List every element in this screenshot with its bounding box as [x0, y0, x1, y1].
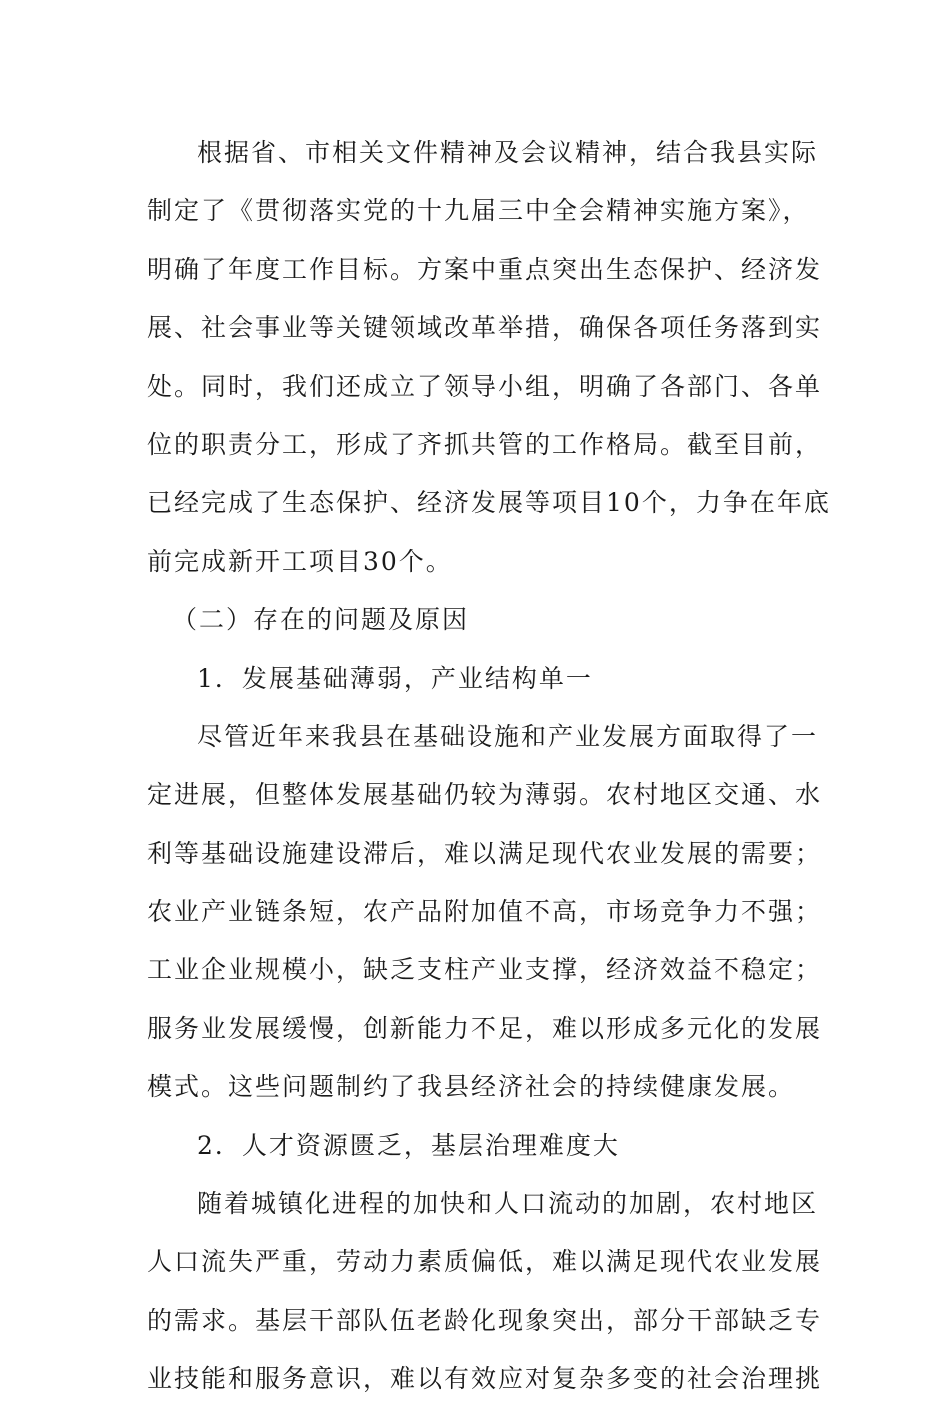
- paragraph-line: 前完成新开工项目30个。: [147, 546, 453, 576]
- paragraph-line: 已经完成了生态保护、经济发展等项目10个，力争在年底: [147, 488, 831, 518]
- paragraph-line: 根据省、市相关文件精神及会议精神，结合我县实际: [197, 138, 819, 167]
- paragraph-line: 服务业发展缓慢，创新能力不足，难以形成多元化的发展: [147, 1013, 823, 1043]
- paragraph-line: 展、社会事业等关键领域改革举措，确保各项任务落到实: [147, 313, 823, 343]
- paragraph-line: 位的职责分工，形成了齐抓共管的工作格局。截至目前，: [147, 429, 823, 459]
- paragraph-line: 农业产业链条短，农产品附加值不高，市场竞争力不强；: [147, 897, 823, 927]
- paragraph-line: 制定了《贯彻落实党的十九届三中全会精神实施方案》，: [147, 196, 810, 226]
- subsection-heading: 1．发展基础薄弱，产业结构单一: [197, 663, 593, 693]
- document-body: [147, 124, 831, 1409]
- paragraph-line: 模式。这些问题制约了我县经济社会的持续健康发展。: [147, 1072, 796, 1102]
- paragraph-line: 人口流失严重，劳动力素质偏低，难以满足现代农业发展: [147, 1247, 823, 1277]
- paragraph-line: 明确了年度工作目标。方案中重点突出生态保护、经济发: [147, 254, 823, 284]
- paragraph-line: 处。同时，我们还成立了领导小组，明确了各部门、各单: [147, 371, 823, 401]
- paragraph-line: 业技能和服务意识，难以有效应对复杂多变的社会治理挑: [147, 1364, 823, 1394]
- paragraph-line: 的需求。基层干部队伍老龄化现象突出，部分干部缺乏专: [147, 1305, 823, 1335]
- paragraph-line: 尽管近年来我县在基础设施和产业发展方面取得了一: [197, 721, 819, 751]
- subsection-heading: 2．人才资源匮乏，基层治理难度大: [197, 1130, 620, 1160]
- paragraph-line: 工业企业规模小，缺乏支柱产业支撑，经济效益不稳定；: [147, 955, 823, 985]
- paragraph-line: 随着城镇化进程的加快和人口流动的加剧，农村地区: [197, 1189, 819, 1219]
- paragraph-line: 定进展，但整体发展基础仍较为薄弱。农村地区交通、水: [147, 780, 823, 810]
- section-heading: （二）存在的问题及原因: [172, 605, 470, 635]
- paragraph-line: 利等基础设施建设滞后，难以满足现代农业发展的需要；: [147, 838, 823, 868]
